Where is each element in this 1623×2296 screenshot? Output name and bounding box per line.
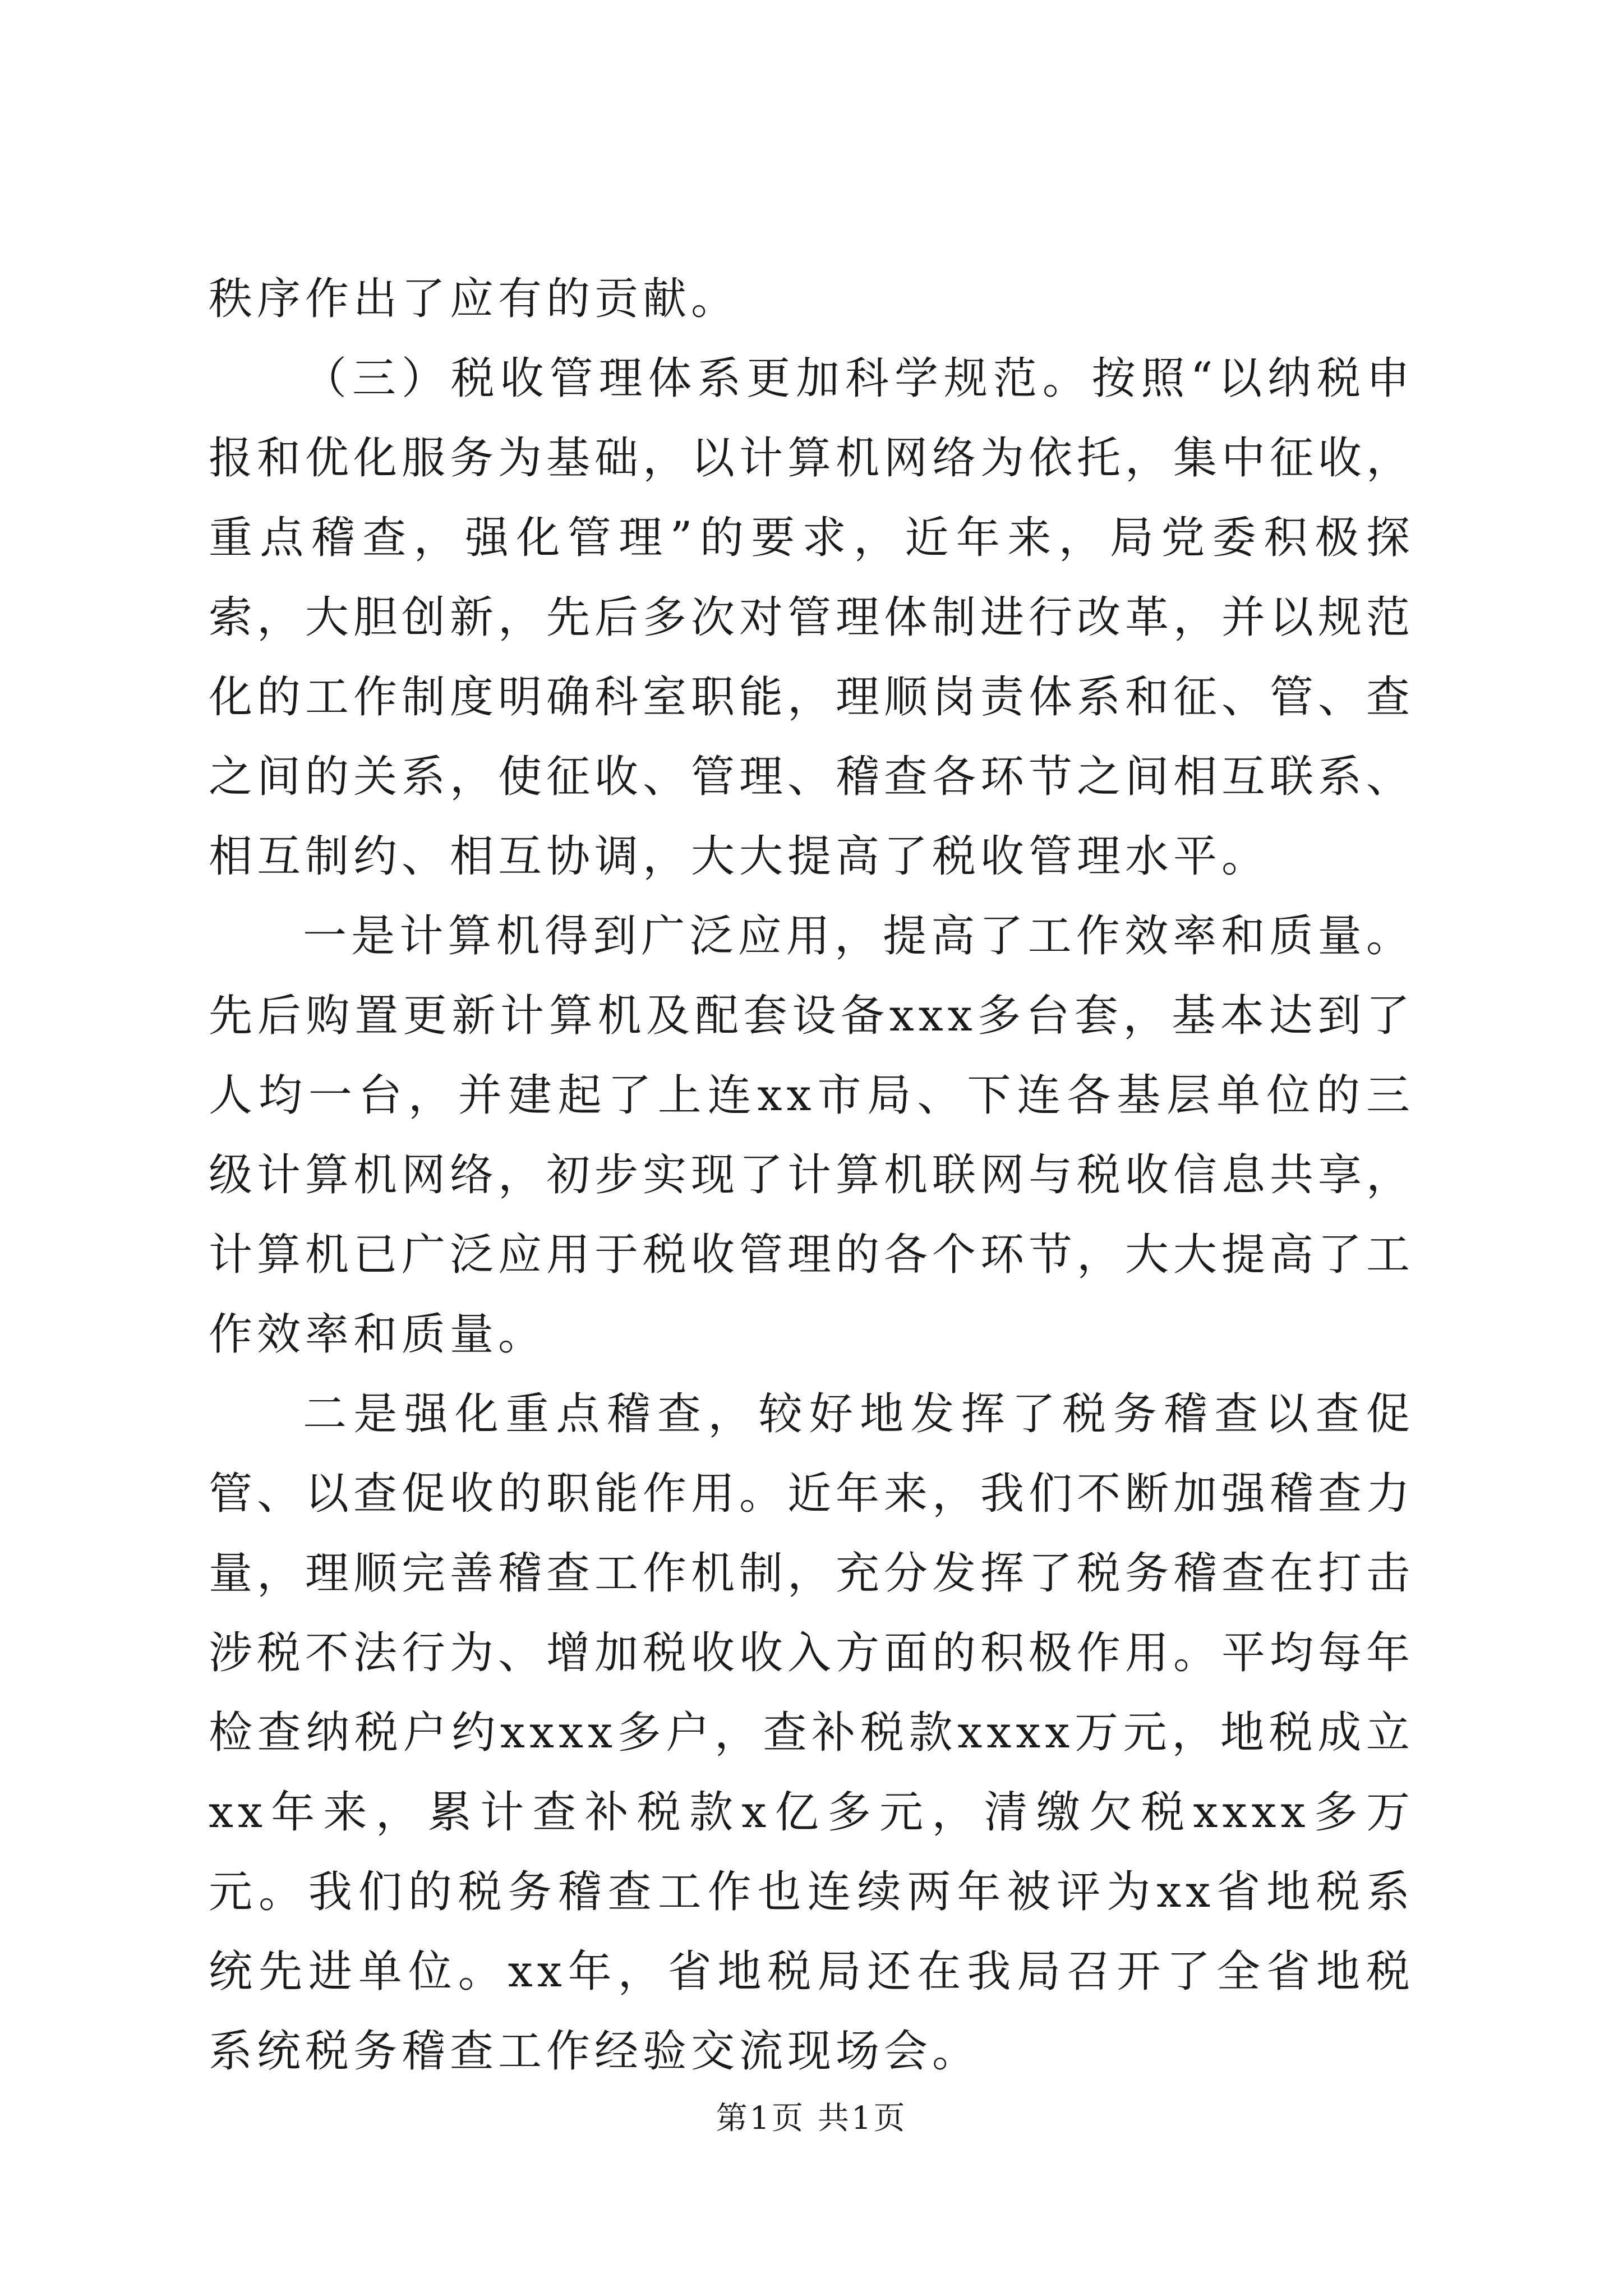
paragraph-point-one: 一是计算机得到广泛应用，提高了工作效率和质量。先后购置更新计算机及配套设备xxx多台套，基本达到了人均一台，并建起了上连xx市局、下连各基层单位的三级计算机网络，初步实现了计算机联网与税收信息共享，计算机已广泛应用于税收管理的各个环节，大大提高了工作效率和质量。 xyxy=(209,911,1415,1360)
document-body xyxy=(209,259,1414,2091)
paragraph-continuation: 秩序作出了应有的贡献。 xyxy=(209,274,740,324)
paragraph-point-two: 二是强化重点稽查，较好地发挥了税务稽查以查促管、以查促收的职能作用。近年来，我们不断加强稽查力量，理顺完善稽查工作机制，充分发挥了税务稽查在打击涉税不法行为、增加税收收入方面的积极作用。平均每年检查纳税户约xxxx多户，查补税款xxxx万元，地税成立xx年来，累计查补税款x亿多元，清缴欠税xxxx多万元。我们的税务稽查工作也连续两年被评为xx省地税系统先进单位。xx年，省地税局还在我局召开了全省地税系统税务稽查工作经验交流现场会。 xyxy=(209,1389,1415,2077)
page-footer: 第1页 共1页 xyxy=(716,2100,907,2137)
paragraph-section-three: （三）税收管理体系更加科学规范。按照“以纳税申报和优化服务为基础，以计算机网络为依托，集中征收，重点稽查，强化管理”的要求，近年来，局党委积极探索，大胆创新，先后多次对管理体制进行改革，并以规范化的工作制度明确科室职能，理顺岗责体系和征、管、查之间的关系，使征收、管理、稽查各环节之间相互联系、相互制约、相互协调，大大提高了税收管理水平。 xyxy=(209,353,1415,882)
